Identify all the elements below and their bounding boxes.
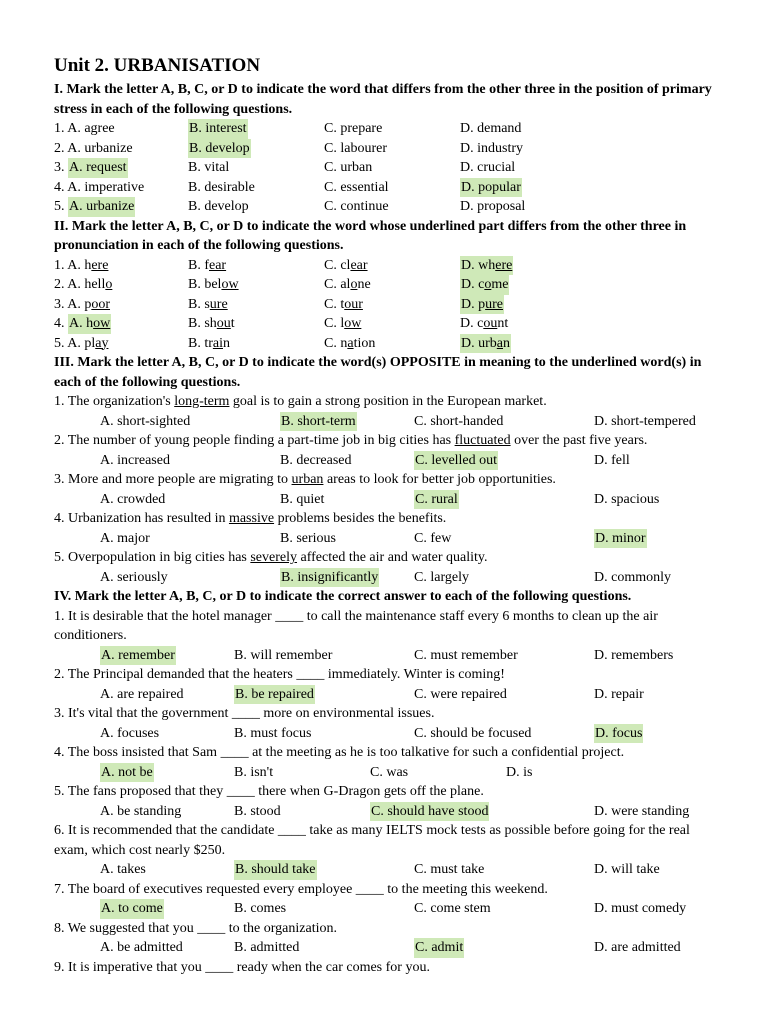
s1-row — [54, 158, 718, 178]
s2-underlined-part: o — [105, 277, 113, 292]
s2-option-text: B. f — [188, 257, 209, 273]
s3-question-text: over the past five years. — [510, 433, 648, 448]
s2-option-text: B. sh — [188, 316, 217, 331]
s2-underlined-part: ere — [495, 257, 513, 273]
s3-question-text: goal is to gain a strong position in the European market. — [229, 394, 547, 409]
s2-option — [324, 295, 363, 315]
s3-option-answer: B. insignificantly — [280, 568, 379, 588]
s2-option-text: B. bel — [188, 277, 222, 292]
s4-option: D. were standing — [594, 803, 690, 819]
s3-option: A. increased — [100, 452, 170, 468]
s2-option-text: D. p — [461, 296, 486, 312]
s2-underlined-part: ou — [483, 316, 498, 331]
s1-option: B. vital — [188, 160, 230, 175]
s3-underlined-word: fluctuated — [454, 433, 511, 448]
s2-option — [188, 314, 235, 334]
s1-row — [54, 178, 718, 198]
s4-option-answer: C. admit — [414, 938, 464, 958]
s4-option: B. will remember — [234, 647, 333, 663]
s1-option-answer: A. urbanize — [68, 197, 135, 217]
s3-option: C. short-handed — [414, 413, 504, 429]
s2-option-text: tion — [353, 335, 376, 351]
s4-question: 9. It is imperative that you ____ ready when the car comes for you. — [54, 959, 430, 975]
s2-option-answer — [460, 275, 509, 295]
s1-option: C. urban — [324, 160, 373, 175]
s3-question — [54, 392, 718, 412]
s3-options-row — [54, 529, 718, 549]
s2-option-text: D. urb — [461, 335, 497, 351]
s2-option — [54, 275, 112, 295]
s1-number: 3. — [54, 160, 65, 175]
s2-option-answer — [460, 334, 511, 354]
s4-option: B. admitted — [234, 940, 300, 955]
s1-option: D. proposal — [460, 199, 526, 214]
s2-option-text: nt — [497, 316, 509, 331]
s3-options-row — [54, 412, 718, 432]
s1-option: 2. A. urbanize — [54, 140, 133, 156]
s2-option — [54, 314, 65, 334]
s3-option: B. decreased — [280, 452, 352, 468]
s2-option-text: 4. — [54, 316, 65, 331]
page-title: Unit 2. URBANISATION — [54, 55, 261, 76]
s3-question-text: 2. The number of young people finding a part-time job in big cities has — [54, 433, 455, 448]
s3-question-text: problems besides the benefits. — [274, 511, 447, 526]
section-1-heading: I. Mark the letter A, B, C, or D to indicate the word that differs from the other three in the position of primary stress in each of the following questions. — [54, 82, 712, 117]
s1-option-answer: D. popular — [460, 178, 522, 198]
s3-option-answer: B. short-term — [280, 412, 357, 432]
section-4-questions — [54, 607, 718, 978]
s3-options-row — [54, 451, 718, 471]
s2-option-text: 1. A. h — [54, 257, 92, 273]
s4-option: C. come stem — [414, 901, 491, 916]
s4-question: 7. The board of executives requested every employee ____ to the meeting this weekend. — [54, 881, 548, 897]
s2-option-answer — [460, 256, 513, 276]
s1-row — [54, 139, 718, 159]
s4-option: D. are admitted — [594, 940, 681, 955]
s2-option-text: D. wh — [461, 257, 496, 273]
s2-option — [324, 256, 368, 276]
section-4-heading: IV. Mark the letter A, B, C, or D to indicate the correct answer to each of the following questions. — [54, 589, 632, 604]
s1-option: 1. A. agree — [54, 121, 115, 136]
s2-underlined-part: a — [496, 335, 503, 351]
s1-option: B. desirable — [188, 179, 255, 195]
s2-option-text: 3. A. p — [54, 296, 92, 312]
section-3-questions — [54, 392, 718, 587]
s4-option: B. must focus — [234, 725, 312, 741]
s4-question: 5. The fans proposed that they ____ there when G-Dragon gets off the plane. — [54, 784, 484, 799]
document — [54, 54, 718, 977]
s2-option-text: 5. A. pl — [54, 335, 96, 351]
s2-option-text: B. tr — [188, 335, 213, 351]
s4-option: A. are repaired — [100, 686, 184, 702]
s3-option: C. largely — [414, 569, 469, 585]
s2-option — [54, 295, 110, 315]
s4-question: 1. It is desirable that the hotel manager ____ to call the maintenance staff every 6 months to clean up the air conditioners. — [54, 608, 658, 643]
s2-underlined-part: ay — [95, 335, 109, 351]
s4-options-row — [54, 763, 718, 783]
s2-underlined-part: ure — [209, 296, 228, 312]
s1-row — [54, 197, 718, 217]
s4-question: 6. It is recommended that the candidate ____ take as many IELTS mock tests as possible before going for the real exam, which cost nearly $250. — [54, 823, 690, 858]
s4-option: D. must comedy — [594, 901, 687, 916]
s4-options-row — [54, 899, 718, 919]
s2-option-text: me — [491, 277, 509, 292]
s2-underlined-part: ear — [209, 257, 227, 273]
s3-option-answer: C. rural — [414, 490, 459, 510]
s3-option: A. short-sighted — [100, 413, 191, 429]
s2-underlined-part: ere — [91, 257, 109, 273]
section-3-heading: III. Mark the letter A, B, C, or D to indicate the word(s) OPPOSITE in meaning to the underlined word(s) in each of the following questions. — [54, 355, 702, 390]
s4-options-row — [54, 724, 718, 744]
s4-options-row — [54, 860, 718, 880]
s2-option — [324, 314, 361, 334]
s4-option-answer: D. focus — [594, 724, 643, 744]
s4-option: A. be standing — [100, 803, 182, 819]
s4-options-row — [54, 938, 718, 958]
s1-row — [54, 119, 718, 139]
s2-option-text: 2. A. hell — [54, 277, 106, 292]
s2-option — [460, 314, 508, 334]
s2-option-text: C. cl — [324, 257, 351, 273]
s4-option: A. be admitted — [100, 940, 183, 955]
s1-option: D. industry — [460, 140, 523, 156]
s4-options-row — [54, 646, 718, 666]
s2-underlined-part: ow — [93, 316, 111, 331]
s4-option-answer: A. remember — [100, 646, 176, 666]
s3-option-answer: C. levelled out — [414, 451, 498, 471]
s2-option-text: n — [503, 335, 510, 351]
s3-question-text: affected the air and water quality. — [297, 550, 488, 565]
s2-underlined-part: ure — [485, 296, 504, 312]
s3-question-text: 1. The organization's — [54, 394, 175, 409]
s2-option-text: C. l — [324, 316, 345, 331]
s3-option: C. few — [414, 530, 452, 546]
s4-option: B. stood — [234, 803, 281, 819]
s4-option: D. remembers — [594, 647, 674, 663]
s3-underlined-word: long-term — [174, 394, 230, 409]
s3-underlined-word: massive — [228, 511, 275, 526]
s2-option-text: A. h — [69, 316, 94, 331]
s4-option: D. is — [506, 764, 533, 780]
s2-underlined-part: ow — [344, 316, 362, 331]
s2-underlined-part: ai — [212, 335, 223, 351]
s4-question: 2. The Principal demanded that the heaters ____ immediately. Winter is coming! — [54, 667, 505, 682]
s2-underlined-part: ear — [350, 257, 368, 273]
s4-option: B. isn't — [234, 764, 274, 780]
s4-option: A. focuses — [100, 725, 160, 741]
s1-option-answer: A. request — [68, 158, 128, 178]
s3-question — [54, 431, 718, 451]
s2-row — [54, 275, 718, 295]
s2-option-answer — [68, 314, 111, 334]
s2-option — [54, 334, 108, 354]
s2-option-answer — [460, 295, 504, 315]
s2-option-text: t — [230, 316, 235, 331]
s1-option: D. demand — [460, 121, 522, 136]
s2-option-text: B. s — [188, 296, 210, 312]
s2-option-text: ne — [357, 277, 371, 292]
s4-question: 3. It's vital that the government ____ more on environmental issues. — [54, 706, 435, 721]
s1-option: 4. A. imperative — [54, 179, 145, 195]
s3-underlined-word: severely — [250, 550, 298, 565]
s3-question-text: 5. Overpopulation in big cities has — [54, 550, 251, 565]
section-2-rows — [54, 256, 718, 354]
s2-underlined-part: oor — [91, 296, 111, 312]
s2-row — [54, 334, 718, 354]
s2-row — [54, 314, 718, 334]
s2-option — [54, 256, 108, 276]
s1-option: C. essential — [324, 179, 389, 195]
s2-row — [54, 256, 718, 276]
s2-underlined-part: ow — [221, 277, 239, 292]
s2-underlined-part: o — [484, 277, 492, 292]
s3-question-text: 3. More and more people are migrating to — [54, 472, 292, 487]
s2-option-text: C. n — [324, 335, 348, 351]
s3-option: A. crowded — [100, 491, 166, 507]
section-2-heading: II. Mark the letter A, B, C, or D to indicate the word whose underlined part differs from the other three in pronunciation in each of the following questions. — [54, 218, 687, 253]
s1-option: C. continue — [324, 199, 389, 214]
s3-question — [54, 509, 718, 529]
s4-option: C. must take — [414, 862, 485, 877]
s1-option-answer: B. develop — [188, 139, 251, 159]
s3-options-row — [54, 568, 718, 588]
s2-option — [324, 275, 371, 295]
s3-underlined-word: urban — [291, 472, 324, 487]
s4-option-answer: A. not be — [100, 763, 154, 783]
s4-options-row — [54, 802, 718, 822]
s4-option: C. should be focused — [414, 725, 532, 741]
s2-option — [188, 295, 228, 315]
s3-option: A. seriously — [100, 569, 168, 585]
s2-option-text: D. c — [461, 277, 485, 292]
s4-option: C. was — [370, 764, 409, 780]
s2-option-text: D. c — [460, 316, 484, 331]
s2-option-text: C. t — [324, 296, 345, 312]
s4-option-answer: C. should have stood — [370, 802, 489, 822]
s4-question: 8. We suggested that you ____ to the organization. — [54, 920, 337, 936]
s2-option — [188, 275, 239, 295]
s4-option-answer: B. be repaired — [234, 685, 315, 705]
s3-option: D. short-tempered — [594, 413, 696, 429]
s3-option: D. commonly — [594, 569, 671, 585]
s4-option: C. were repaired — [414, 686, 507, 702]
s4-question: 4. The boss insisted that Sam ____ at the meeting as he is too talkative for such a confidential project. — [54, 745, 625, 760]
s1-option: D. crucial — [460, 160, 516, 175]
s4-option: A. takes — [100, 862, 146, 877]
s3-option-answer: D. minor — [594, 529, 647, 549]
s3-question — [54, 548, 718, 568]
s2-option-text: C. al — [324, 277, 351, 292]
s3-option: B. quiet — [280, 491, 325, 507]
s1-number: 5. — [54, 199, 65, 214]
s4-option: B. comes — [234, 901, 287, 916]
s3-option: B. serious — [280, 530, 336, 546]
s3-question-text: areas to look for better job opportunities. — [323, 472, 556, 487]
s4-options-row — [54, 685, 718, 705]
s3-options-row — [54, 490, 718, 510]
s2-underlined-part: our — [344, 296, 363, 312]
s2-underlined-part: ou — [216, 316, 231, 331]
s2-underlined-part: o — [350, 277, 358, 292]
s3-option: D. fell — [594, 452, 630, 468]
s4-option: C. must remember — [414, 647, 518, 663]
s2-underlined-part: a — [347, 335, 354, 351]
s2-option — [188, 334, 230, 354]
s4-option-answer: A. to come — [100, 899, 164, 919]
s2-row — [54, 295, 718, 315]
s4-option: D. will take — [594, 862, 660, 877]
s4-option: D. repair — [594, 686, 644, 702]
s3-question-text: 4. Urbanization has resulted in — [54, 511, 229, 526]
s3-option: D. spacious — [594, 491, 660, 507]
s3-question — [54, 470, 718, 490]
s2-option — [324, 334, 375, 354]
s1-option-answer: B. interest — [188, 119, 248, 139]
s4-option-answer: B. should take — [234, 860, 317, 880]
s3-option: A. major — [100, 530, 150, 546]
s1-option: B. develop — [188, 199, 249, 214]
s1-option: C. labourer — [324, 140, 387, 156]
s2-option-text: n — [223, 335, 230, 351]
s2-option — [188, 256, 226, 276]
s1-option: C. prepare — [324, 121, 383, 136]
